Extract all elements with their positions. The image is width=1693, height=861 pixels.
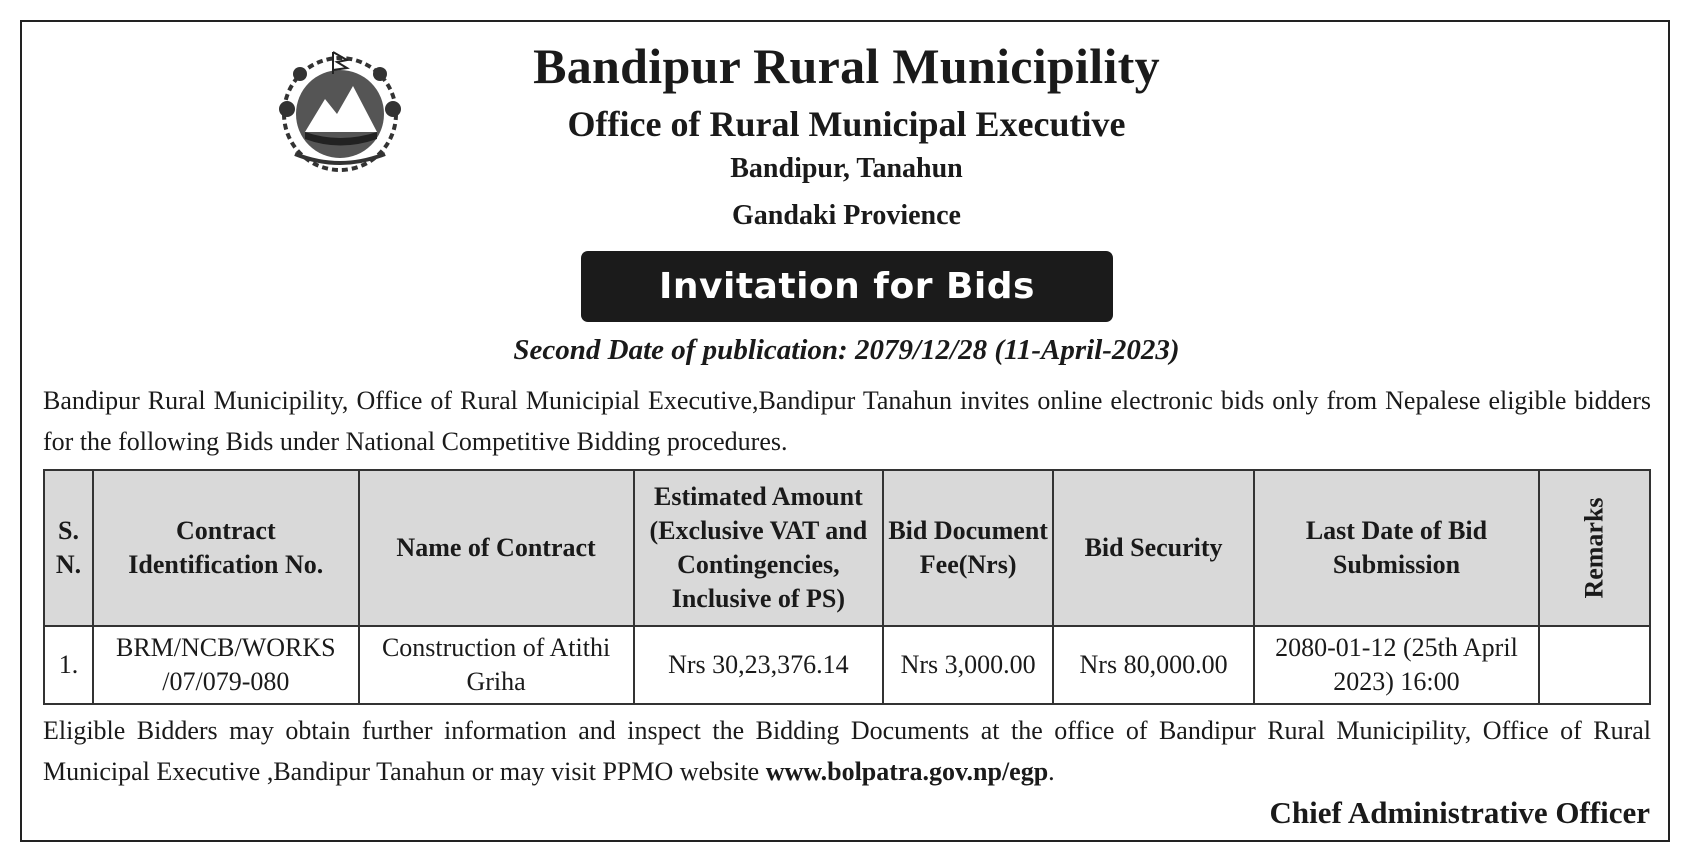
municipality-title: Bandipur Rural Municipility [533,38,1160,94]
table-header-row [44,470,1650,626]
cell-bid-fee: Nrs 3,000.00 [883,626,1053,704]
cell-contract-id: BRM/NCB/WORKS /07/079-080 [93,626,359,704]
office-title: Office of Rural Municipal Executive [567,104,1126,144]
header-contract-name: Name of Contract [359,470,634,626]
header-remarks [1539,470,1650,626]
location-text: Bandipur, Tanahun [730,153,963,184]
footer-text: Eligible Bidders may obtain further information and inspect the Bidding Documents at the office of Bandipur Rural Municipility, Office of Rural Municipal Executive ,Bandipur Tanahun or may visit PPMO website [43,716,1651,786]
signoff-title: Chief Administrative Officer [1269,795,1650,830]
remarks-label: Remarks [1579,497,1609,599]
cell-contract-name: Construction of Atithi Griha [359,626,634,704]
cell-remarks [1539,626,1650,704]
province-text: Gandaki Provience [732,200,961,231]
header-bid-fee: Bid Document Fee(Nrs) [883,470,1053,626]
cell-estimated-amount: Nrs 30,23,376.14 [634,626,884,704]
header-bid-security: Bid Security [1053,470,1254,626]
cell-bid-security: Nrs 80,000.00 [1053,626,1254,704]
header-last-date: Last Date of Bid Submission [1254,470,1539,626]
bids-table [43,469,1651,705]
header-sn: S. N. [44,470,93,626]
website-link[interactable]: www.bolpatra.gov.np/egp [765,757,1049,786]
invitation-banner: Invitation for Bids [581,251,1113,322]
intro-paragraph: Bandipur Rural Municipility, Office of Rural Municipial Executive,Bandipur Tanahun invites online electronic bids only from Nepalese eligible bidders for the following Bids under National Competitive Bidding procedures. [43,386,1651,456]
footer-paragraph [43,710,1651,792]
cell-sn: 1. [44,626,93,704]
cell-last-date: 2080-01-12 (25th April 2023) 16:00 [1254,626,1539,704]
header-estimated-amount: Estimated Amount (Exclusive VAT and Contingencies, Inclusive of PS) [634,470,884,626]
header-contract-id: Contract Identification No. [93,470,359,626]
table-row [44,626,1650,704]
publication-date: Second Date of publication: 2079/12/28 (11-April-2023) [513,334,1180,366]
footer-period: . [1048,757,1055,786]
